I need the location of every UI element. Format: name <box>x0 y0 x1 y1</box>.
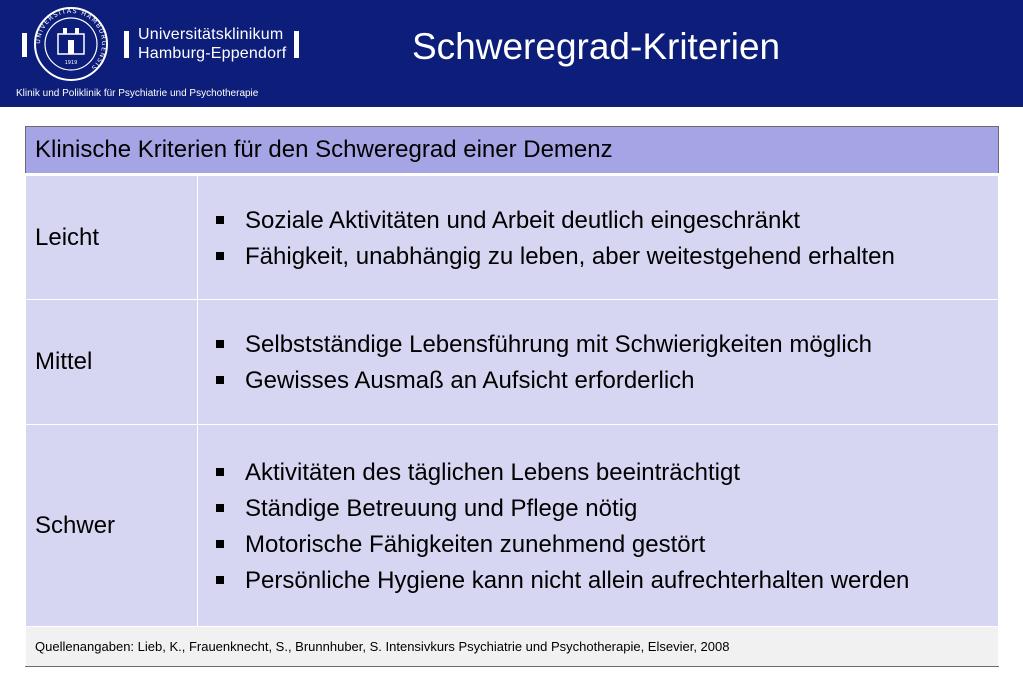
list-item: Persönliche Hygiene kann nicht allein aufrechterhalten werden <box>208 563 988 599</box>
list-item: Aktivitäten des täglichen Lebens beeinträchtigt <box>208 455 988 491</box>
criteria-list-cell <box>198 425 999 627</box>
source-citation: Quellenangaben: Lieb, K., Frauenknecht, S., Brunnhuber, S. Intensivkurs Psychiatrie und Psychotherapie, Elsevier, 2008 <box>26 627 999 667</box>
svg-text:UNIVERSITAS HAMBURGENSIS: UNIVERSITAS HAMBURGENSIS <box>33 6 109 73</box>
institution-name <box>138 25 286 63</box>
logo-bar-right <box>294 31 299 58</box>
list-item: Selbstständige Lebensführung mit Schwierigkeiten möglich <box>208 327 988 363</box>
department-name: Klinik und Poliklinik für Psychiatrie und Psychotherapie <box>16 88 259 99</box>
header-bar <box>0 0 1023 107</box>
table-row <box>26 425 999 627</box>
table-row <box>26 175 999 300</box>
university-seal-icon <box>33 6 109 82</box>
table-heading: Klinische Kriterien für den Schweregrad einer Demenz <box>26 127 999 175</box>
logo-bar-middle <box>124 31 129 58</box>
severity-label-mittel: Mittel <box>26 300 198 425</box>
criteria-table <box>25 126 999 667</box>
severity-label-schwer: Schwer <box>26 425 198 627</box>
list-item: Motorische Fähigkeiten zunehmend gestört <box>208 527 988 563</box>
slide-title: Schweregrad-Kriterien <box>412 26 781 67</box>
criteria-list-cell <box>198 300 999 425</box>
criteria-list <box>208 203 988 275</box>
svg-text:1919: 1919 <box>64 60 78 66</box>
institution-line-2: Hamburg-Eppendorf <box>138 45 287 62</box>
criteria-list <box>208 327 988 399</box>
list-item: Fähigkeit, unabhängig zu leben, aber weitestgehend erhalten <box>208 239 988 275</box>
criteria-list-cell <box>198 175 999 300</box>
institution-line-1: Universitätsklinikum <box>138 26 284 43</box>
list-item: Soziale Aktivitäten und Arbeit deutlich eingeschränkt <box>208 203 988 239</box>
list-item: Ständige Betreuung und Pflege nötig <box>208 491 988 527</box>
table-row <box>26 300 999 425</box>
criteria-list <box>208 455 988 599</box>
logo-bar-left <box>22 33 27 57</box>
severity-label-leicht: Leicht <box>26 175 198 300</box>
list-item: Gewisses Ausmaß an Aufsicht erforderlich <box>208 363 988 399</box>
